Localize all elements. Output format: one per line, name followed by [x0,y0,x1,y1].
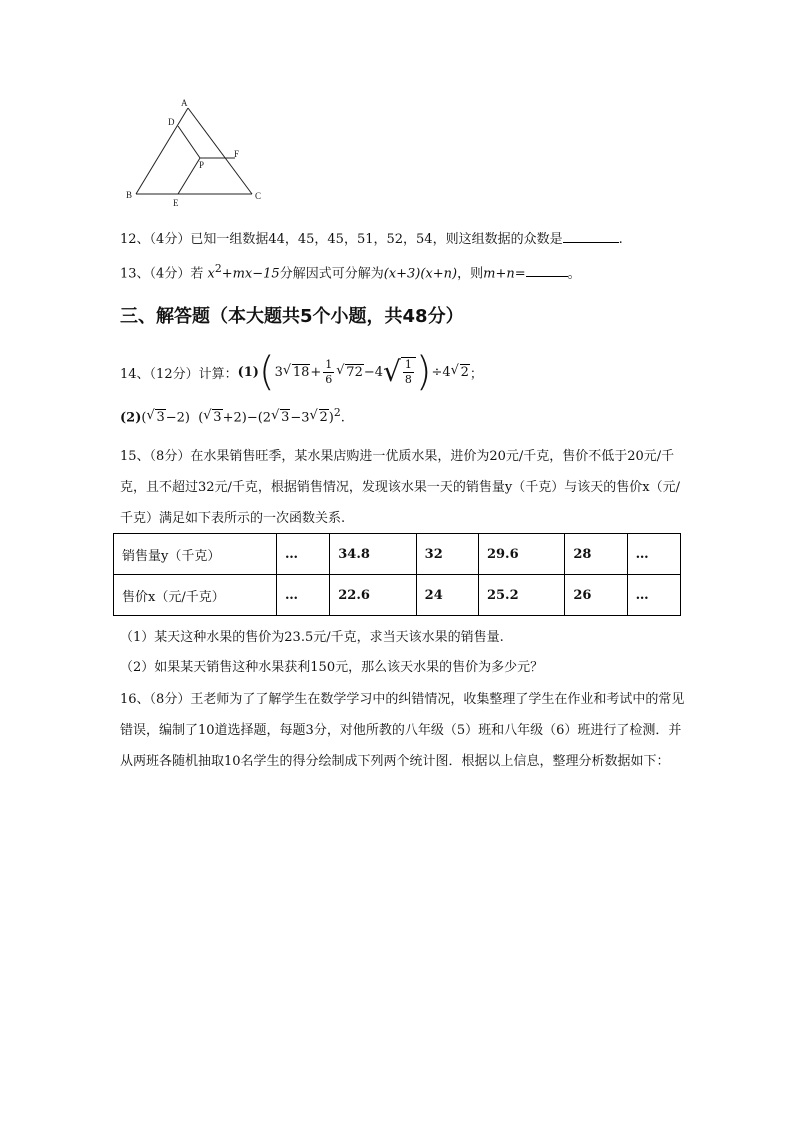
q12-end: . [618,232,623,247]
label-F: F [234,149,240,159]
q13-text2: 分解因式可分解为 [279,266,384,282]
q13-prefix: 13、（4分）若 [120,266,204,282]
q14-p2-end: . [340,410,345,426]
table-cell: 24 [416,575,478,616]
q14-part2-label: (2) [120,410,142,426]
label-B: B [126,190,133,200]
q13-x: x [207,266,215,282]
q15-sub2: （2）如果某天销售这种水果获利150元，那么该天水果的售价为多少元？ [120,660,544,675]
q14-p2-e: ) [328,410,334,426]
q12-text: 12、（4分）已知一组数据44，45，45，51，52，54，则这组数据的众数是 [120,232,563,247]
table-cell: … [627,534,680,575]
q13-sup: 2 [214,262,222,275]
label-E: E [173,198,179,208]
sqrt-18: √ 18 [283,365,311,380]
sqrt-72: √ 72 [336,365,364,380]
question-16: 16、（8分）王老师为了了解学生在数学学习中的纠错情况，收集整理了学生在作业和考试中的常见错误，编制了10道选择题，每题3分，对他所教的八年级（5）班和八年级（6）班进行了检测．并从两班各随机抽取10名学生的得分绘制成下列两个统计图．根据以上信息，整理分析数据如下： [120,692,685,769]
label-P: P [199,160,205,170]
table-cell: … [277,575,330,616]
fraction-1-6: $\frac{1}{6}$ [325,357,333,386]
table-cell: 34.8 [330,534,416,575]
right-paren: ) [415,349,432,395]
q14-c-coef: −4 [363,364,384,380]
table-cell: 32 [416,534,478,575]
question-14 [120,349,483,395]
section-title: 三、解答题（本大题共5个小题，共48分） [120,306,464,327]
triangle-figure [120,96,280,212]
question-13 [120,262,581,281]
table-cell: … [627,575,680,616]
sqrt-3-b: √ 3 [203,410,222,425]
q14-p2-d: −3 [290,410,310,426]
q14-div: ÷4 [431,364,451,380]
table-row [114,534,681,575]
table-cell: 售价x（元/千克） [114,575,277,616]
q14-p2-b: −2) ( [165,410,204,426]
q12-blank [563,230,619,243]
label-A: A [181,98,188,108]
question-12 [120,228,623,247]
table-cell: 26 [565,575,627,616]
sqrt-2: √ 2 [451,365,470,380]
q13-text3: ，则 [457,266,484,282]
sqrt-2-b: √ 2 [310,410,329,425]
table-cell: 销售量y（千克） [114,534,277,575]
left-paren: ( [258,349,275,395]
table-cell: 29.6 [478,534,564,575]
q14-p2-sup: 2 [333,406,341,419]
sqrt-3-a: √ 3 [146,410,165,425]
table-cell: 28 [565,534,627,575]
table-cell: 22.6 [330,575,416,616]
q13-end: 。 [567,266,581,282]
q13-factor: (x+3)(x+n) [383,266,458,282]
q14-part1: (1) [237,364,259,380]
q14-p2-c: +2)−(2 [222,410,272,426]
plus-sign: + [310,364,322,380]
q14-prefix: 14、（12分）计算： [120,366,238,382]
label-D: D [168,117,175,127]
data-table [113,533,681,616]
q13-blank [526,264,568,277]
sqrt-3-c: √ 3 [271,410,290,425]
table-cell: 25.2 [478,575,564,616]
question-14-part2 [120,406,345,425]
table-row [114,575,681,616]
q14-a-coef: 3 [274,364,283,380]
label-C: C [255,191,262,201]
table-cell: … [277,534,330,575]
q13-mn: m+n= [483,266,526,282]
q14-p2-a: ( [141,410,147,426]
q15-sub1: （1）某天这种水果的售价为23.5元/千克，求当天该水果的销售量. [120,630,504,645]
question-15: 15、（8分）在水果销售旺季，某水果店购进一优质水果，进价为20元/千克，售价不低于20元/千克，且不超过32元/千克，根据销售情况，发现该水果一天的销售量y（千克）与该天的售价x（元/千克）满足如下表所示的一次函数关系. [120,449,680,526]
q13-expr: +mx−15 [221,266,280,282]
q14-end: ； [469,366,483,382]
sqrt-1-8: √ $\frac{1}{8}$ [383,357,416,387]
